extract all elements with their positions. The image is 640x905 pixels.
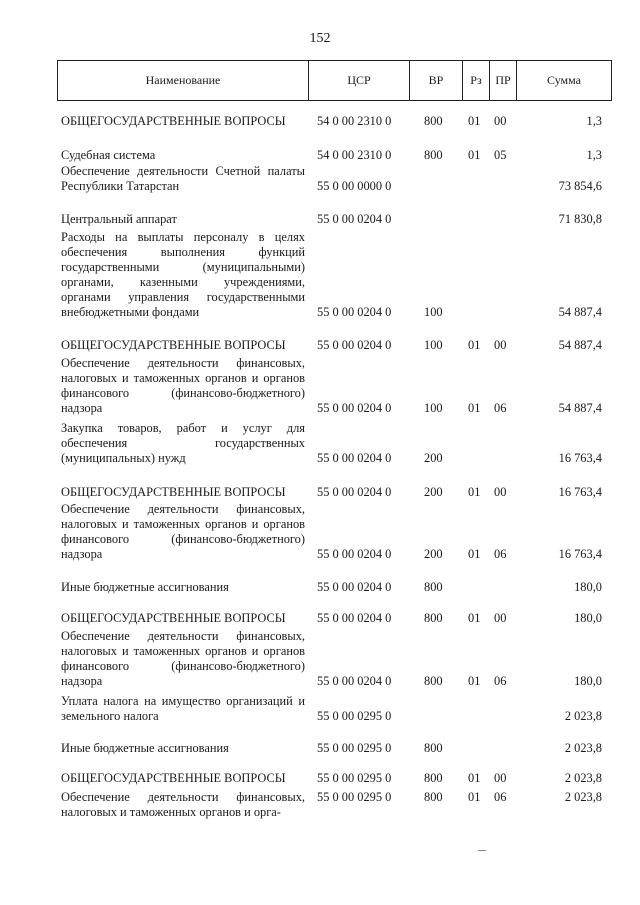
row-pr: 00 [494,114,507,128]
table-row [0,480,640,500]
header-vr: ВР [410,61,463,100]
row-vr: 800 [424,741,443,755]
row-vr: 100 [424,401,443,415]
table-row [0,356,640,416]
table-row [0,143,640,163]
row-sum: 16 763,4 [558,547,602,561]
row-pr: 05 [494,148,507,162]
row-name: Обеспечение деятельности финансовых, налоговых и таможенных органов и органов финансового (финансово-бюджетного) надзора [61,502,305,561]
table-row [0,502,640,562]
row-name: Иные бюджетные ассигнования [61,741,229,755]
row-pr: 06 [494,401,507,415]
row-name: ОБЩЕГОСУДАРСТВЕННЫЕ ВОПРОСЫ [61,114,286,128]
header-csr: ЦСР [309,61,410,100]
row-pr: 00 [494,485,507,499]
row-sum: 2 023,8 [564,771,602,785]
row-rz: 01 [468,790,481,804]
row-csr: 55 0 00 0000 0 [317,179,392,193]
table-row [0,230,640,320]
row-vr: 800 [424,611,443,625]
row-csr: 55 0 00 0204 0 [317,580,392,594]
row-rz: 01 [468,485,481,499]
table-row [0,575,640,595]
row-vr: 800 [424,771,443,785]
row-csr: 55 0 00 0204 0 [317,674,392,688]
row-vr: 800 [424,790,443,804]
row-name: Уплата налога на имущество организаций и земельного налога [61,694,305,723]
row-sum: 54 887,4 [558,338,602,352]
row-csr: 55 0 00 0295 0 [317,741,392,755]
row-pr: 00 [494,338,507,352]
row-name: Центральный аппарат [61,212,177,226]
table-row [0,694,640,724]
row-pr: 00 [494,771,507,785]
row-name: Обеспечение деятельности финансовых, налоговых и таможенных органов и органов финансового (финансово-бюджетного) надзора [61,629,305,688]
row-sum: 180,0 [574,611,602,625]
row-vr: 100 [424,338,443,352]
row-sum: 73 854,6 [558,179,602,193]
row-vr: 200 [424,547,443,561]
table-row [0,786,640,820]
row-sum: 180,0 [574,580,602,594]
row-pr: 06 [494,674,507,688]
row-vr: 800 [424,148,443,162]
row-csr: 55 0 00 0204 0 [317,485,392,499]
table-row [0,736,640,756]
row-sum: 1,3 [586,148,602,162]
row-pr: 06 [494,547,507,561]
row-sum: 71 830,8 [558,212,602,226]
table-row [0,207,640,227]
row-vr: 800 [424,114,443,128]
row-vr: 200 [424,451,443,465]
row-csr: 55 0 00 0204 0 [317,611,392,625]
row-vr: 800 [424,674,443,688]
row-sum: 2 023,8 [564,741,602,755]
row-rz: 01 [468,547,481,561]
table-row [0,606,640,626]
table-row [0,421,640,466]
header-sum: Сумма [547,73,581,87]
row-rz: 01 [468,674,481,688]
row-csr: 55 0 00 0204 0 [317,547,392,561]
row-csr: 55 0 00 0295 0 [317,790,392,804]
row-name: Обеспечение деятельности финансовых, налоговых и таможенных органов и органов финансового (финансово-бюджетного) надзора [61,356,305,415]
row-name: Иные бюджетные ассигнования [61,580,229,594]
scan-artifact [478,850,486,851]
table-header [57,60,612,101]
row-pr: 00 [494,611,507,625]
page-number: 152 [309,31,331,46]
row-name: Расходы на выплаты персоналу в целях обеспечения выполнения функций государственными (муниципальными) органами, казенными учреждениями, органами управления государственными внебюджетными фондами [61,230,305,319]
row-rz: 01 [468,338,481,352]
row-csr: 55 0 00 0204 0 [317,401,392,415]
row-rz: 01 [468,611,481,625]
row-rz: 01 [468,771,481,785]
row-name: Обеспечение деятельности финансовых, налоговых и таможенных органов и орга- [61,790,305,819]
row-pr: 06 [494,790,507,804]
row-csr: 55 0 00 0295 0 [317,709,392,723]
row-name: ОБЩЕГОСУДАРСТВЕННЫЕ ВОПРОСЫ [61,771,286,785]
row-csr: 55 0 00 0204 0 [317,212,392,226]
row-sum: 16 763,4 [558,451,602,465]
row-sum: 54 887,4 [558,305,602,319]
row-name: Судебная система [61,148,156,162]
row-name: ОБЩЕГОСУДАРСТВЕННЫЕ ВОПРОСЫ [61,338,286,352]
row-name: Закупка товаров, работ и услуг для обеспечения государственных (муниципальных) нужд [61,421,305,465]
row-csr: 55 0 00 0204 0 [317,305,392,319]
row-vr: 100 [424,305,443,319]
row-name: ОБЩЕГОСУДАРСТВЕННЫЕ ВОПРОСЫ [61,485,286,499]
row-sum: 16 763,4 [558,485,602,499]
row-name: Обеспечение деятельности Счетной палаты Республики Татарстан [61,164,305,193]
row-rz: 01 [468,114,481,128]
table-row [0,164,640,194]
row-vr: 200 [424,485,443,499]
row-sum: 1,3 [586,114,602,128]
row-name: ОБЩЕГОСУДАРСТВЕННЫЕ ВОПРОСЫ [61,611,286,625]
row-vr: 800 [424,580,443,594]
row-csr: 55 0 00 0204 0 [317,451,392,465]
row-csr: 54 0 00 2310 0 [317,148,392,162]
row-rz: 01 [468,401,481,415]
row-csr: 54 0 00 2310 0 [317,114,392,128]
row-rz: 01 [468,148,481,162]
row-sum: 180,0 [574,674,602,688]
header-rz: Рз [463,61,490,100]
row-sum: 2 023,8 [564,709,602,723]
table-row [0,109,640,129]
table-row [0,333,640,353]
row-csr: 55 0 00 0204 0 [317,338,392,352]
table-row [0,766,640,786]
row-csr: 55 0 00 0295 0 [317,771,392,785]
header-pr: ПР [490,61,517,100]
header-name: Наименование [58,61,309,100]
row-sum: 2 023,8 [564,790,602,804]
table-row [0,629,640,689]
row-sum: 54 887,4 [558,401,602,415]
